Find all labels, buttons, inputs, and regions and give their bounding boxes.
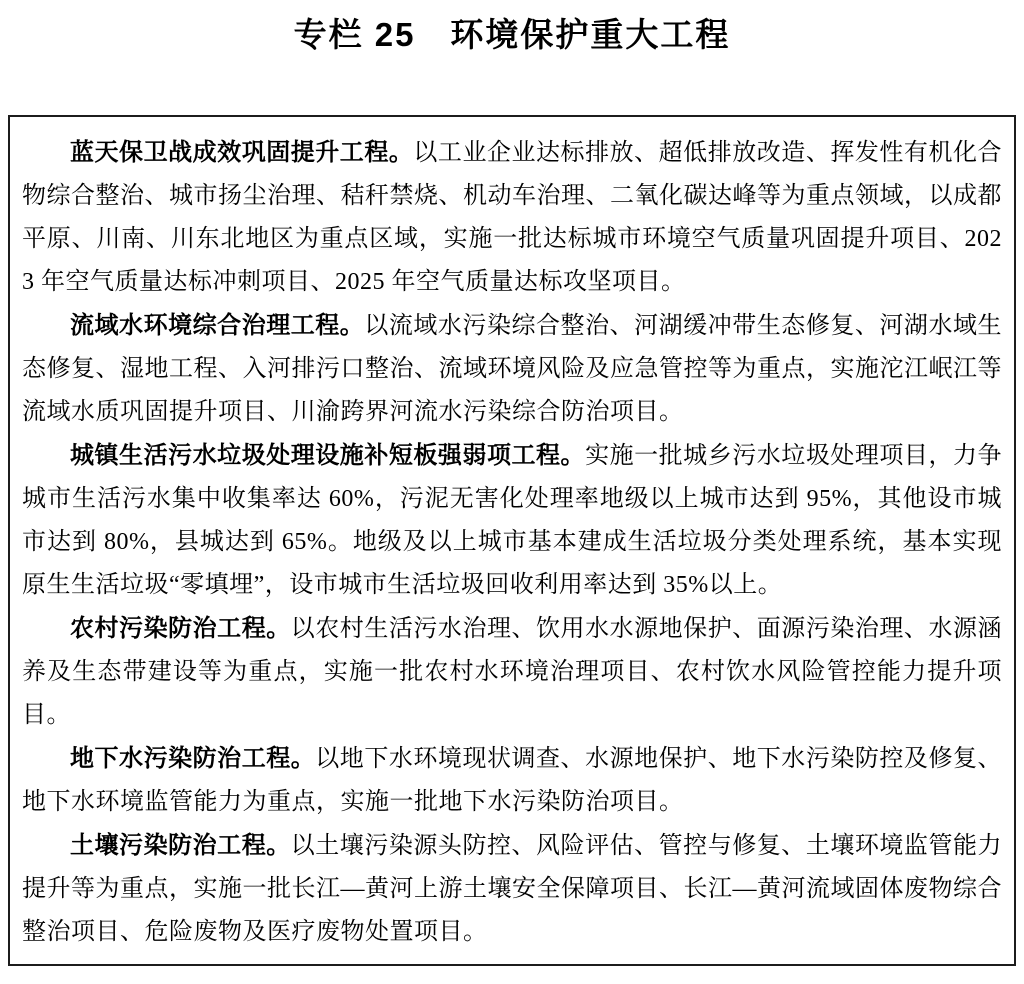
paragraph-body: 以流域水污染综合整治、河湖缓冲带生态修复、河湖水域生态修复、湿地工程、入河排污口整治、流域环境风险及应急管控等为重点，实施沱江岷江等流域水质巩固提升项目、川渝跨界河流水污染综合防治项目。 bbox=[22, 313, 1003, 425]
paragraph-soil-pollution bbox=[22, 824, 1002, 954]
paragraph-basin-water bbox=[22, 304, 1002, 434]
paragraph-groundwater bbox=[22, 737, 1002, 824]
paragraph-body: 以土壤污染源头防控、风险评估、管控与修复、土壤环境监管能力提升等为重点，实施一批长江—黄河上游土壤安全保障项目、长江—黄河流域固体废物综合整治项目、危险废物及医疗废物处置项目。 bbox=[22, 833, 1003, 945]
content-box bbox=[8, 115, 1016, 966]
paragraph-lead: 城镇生活污水垃圾处理设施补短板强弱项工程。 bbox=[70, 442, 586, 469]
paragraph-rural-pollution bbox=[22, 607, 1002, 737]
paragraph-lead: 地下水污染防治工程。 bbox=[70, 745, 316, 772]
paragraph-lead: 流域水环境综合治理工程。 bbox=[70, 312, 365, 339]
page-title: 专栏 25 环境保护重大工程 bbox=[293, 16, 731, 53]
paragraph-urban-sewage bbox=[22, 434, 1002, 607]
paragraph-body: 以地下水环境现状调查、水源地保护、地下水污染防控及修复、地下水环境监管能力为重点，实施一批地下水污染防治项目。 bbox=[22, 746, 1003, 815]
paragraph-lead: 蓝天保卫战成效巩固提升工程。 bbox=[70, 139, 414, 166]
paragraph-body: 以工业企业达标排放、超低排放改造、挥发性有机化合物综合整治、城市扬尘治理、秸秆禁烧、机动车治理、二氧化碳达峰等为重点领域，以成都平原、川南、川东北地区为重点区域，实施一批达标城市环境空气质量巩固提升项目、2023 年空气质量达标冲刺项目、2025 年空气质量达标攻坚项目。 bbox=[22, 140, 1003, 295]
paragraph-body: 实施一批城乡污水垃圾处理项目，力争城市生活污水集中收集率达 60%，污泥无害化处理率地级以上城市达到 95%，其他设市城市达到 80%，县城达到 65%。地级及以上城市基本建成生活垃圾分类处理系统，基本实现原生生活垃圾“零填埋”，设市城市生活垃圾回收利用率达到 35%以上。 bbox=[22, 443, 1003, 598]
paragraph-body: 以农村生活污水治理、饮用水水源地保护、面源污染治理、水源涵养及生态带建设等为重点，实施一批农村水环境治理项目、农村饮水风险管控能力提升项目。 bbox=[22, 616, 1003, 728]
paragraph-blue-sky bbox=[22, 131, 1002, 304]
paragraph-lead: 农村污染防治工程。 bbox=[70, 615, 291, 642]
paragraph-lead: 土壤污染防治工程。 bbox=[70, 832, 291, 859]
